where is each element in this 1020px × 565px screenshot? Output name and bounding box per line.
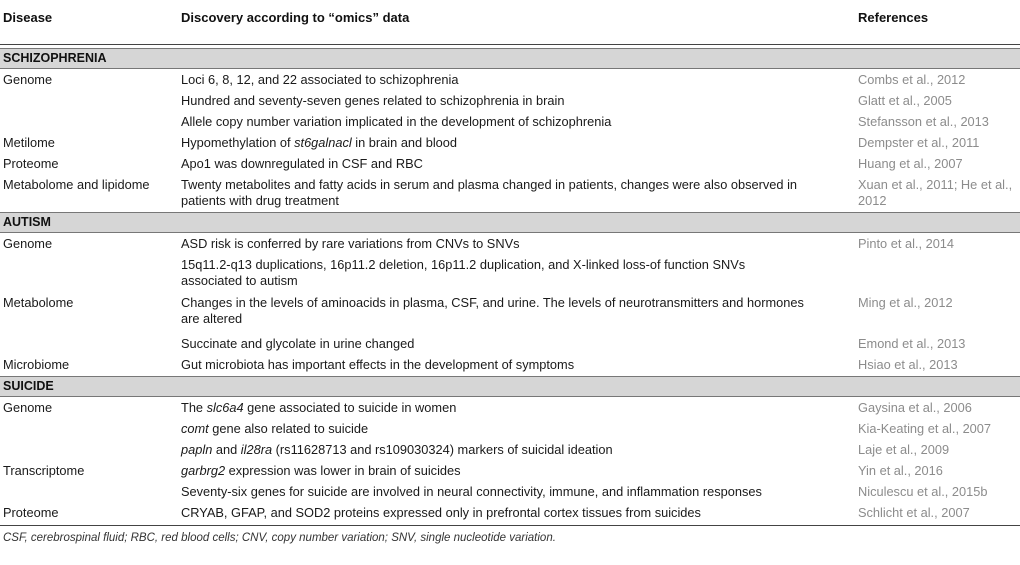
discovery-cell: Loci 6, 8, 12, and 22 associated to schizophrenia: [181, 72, 459, 87]
table-row: [0, 418, 1020, 439]
reference-cell: Stefansson et al., 2013: [858, 114, 989, 129]
discovery-cell: 15q11.2-q13 duplications, 16p11.2 deletion, 16p11.2 duplication, and X-linked loss-of function SNVs associated to autism: [181, 257, 746, 288]
table-row: [0, 174, 1020, 211]
reference-cell: Schlicht et al., 2007: [858, 505, 970, 520]
disease-cell: Genome: [3, 400, 53, 415]
table-row: [0, 502, 1020, 525]
reference-cell: Gaysina et al., 2006: [858, 400, 972, 415]
disease-cell: Proteome: [3, 156, 59, 171]
discovery-cell: Twenty metabolites and fatty acids in serum and plasma changed in patients, changes were also observed in patients with drug treatment: [181, 177, 798, 208]
disease-cell: Metabolome and lipidome: [3, 177, 150, 192]
table-row: [0, 153, 1020, 174]
reference-cell: Dempster et al., 2011: [858, 135, 980, 150]
section-label: SCHIZOPHRENIA: [3, 51, 107, 65]
discovery-cell: Hundred and seventy-seven genes related to schizophrenia in brain: [181, 93, 565, 108]
section-label: AUTISM: [3, 215, 51, 229]
discovery-cell: comt gene also related to suicide: [181, 421, 369, 436]
table-row: [0, 439, 1020, 460]
reference-cell: Emond et al., 2013: [858, 336, 966, 351]
discovery-cell: CRYAB, GFAP, and SOD2 proteins expressed only in prefrontal cortex tissues from suicides: [181, 505, 701, 520]
reference-cell: Kia-Keating et al., 2007: [858, 421, 992, 436]
reference-cell: Huang et al., 2007: [858, 156, 963, 171]
discovery-cell: Changes in the levels of aminoacids in plasma, CSF, and urine. The levels of neurotransmitters and hormones are altered: [181, 295, 804, 326]
table-row: [0, 69, 1020, 90]
discovery-cell: Apo1 was downregulated in CSF and RBC: [181, 156, 423, 171]
reference-cell: Glatt et al., 2005: [858, 93, 952, 108]
disease-cell: Metilome: [3, 135, 55, 150]
discovery-cell: Hypomethylation of st6galnacl in brain and blood: [181, 135, 458, 150]
reference-cell: Ming et al., 2012: [858, 295, 953, 310]
discovery-cell: garbrg2 expression was lower in brain of suicides: [181, 463, 461, 478]
discovery-cell: papln and il28ra (rs11628713 and rs109030324) markers of suicidal ideation: [181, 442, 613, 457]
reference-cell: Xuan et al., 2011; He et al., 2012: [858, 177, 1013, 208]
table-row: [0, 333, 1020, 354]
table-row: [0, 460, 1020, 481]
header-references: References: [858, 10, 929, 25]
table-row: [0, 397, 1020, 418]
section-schizophrenia: [0, 48, 1020, 69]
reference-cell: Combs et al., 2012: [858, 72, 966, 87]
discovery-cell: ASD risk is conferred by rare variations from CNVs to SNVs: [181, 236, 520, 251]
table-footnote: CSF, cerebrospinal fluid; RBC, red blood cells; CNV, copy number variation; SNV, single nucleotide variation.: [3, 532, 556, 544]
section-label: SUICIDE: [3, 379, 54, 393]
disease-cell: Proteome: [3, 505, 59, 520]
reference-cell: Yin et al., 2016: [858, 463, 943, 478]
reference-cell: Hsiao et al., 2013: [858, 357, 958, 372]
table-row: [0, 254, 1020, 292]
discovery-cell: Succinate and glycolate in urine changed: [181, 336, 415, 351]
table-row: [0, 354, 1020, 375]
disease-cell: Genome: [3, 236, 53, 251]
table-row: [0, 132, 1020, 153]
reference-cell: Laje et al., 2009: [858, 442, 950, 457]
section-autism: [0, 212, 1020, 233]
discovery-cell: The slc6a4 gene associated to suicide in women: [181, 400, 457, 415]
section-suicide: [0, 376, 1020, 397]
reference-cell: Pinto et al., 2014: [858, 236, 955, 251]
table-row: [0, 233, 1020, 254]
disease-cell: Microbiome: [3, 357, 70, 372]
discovery-cell: Allele copy number variation implicated in the development of schizophrenia: [181, 114, 612, 129]
disease-cell: Metabolome: [3, 295, 74, 310]
reference-cell: Niculescu et al., 2015b: [858, 484, 988, 499]
table-row: [0, 292, 1020, 333]
table-row: [0, 90, 1020, 111]
disease-cell: Genome: [3, 72, 53, 87]
header-discovery: Discovery according to “omics” data: [181, 10, 410, 25]
table-row: [0, 481, 1020, 502]
table-row: [0, 111, 1020, 132]
header-disease: Disease: [3, 10, 53, 25]
disease-cell: Transcriptome: [3, 463, 85, 478]
discovery-cell: Seventy-six genes for suicide are involved in neural connectivity, immune, and inflammation responses: [181, 484, 762, 499]
table-header: [0, 0, 1020, 45]
discovery-cell: Gut microbiota has important effects in the development of symptoms: [181, 357, 575, 372]
